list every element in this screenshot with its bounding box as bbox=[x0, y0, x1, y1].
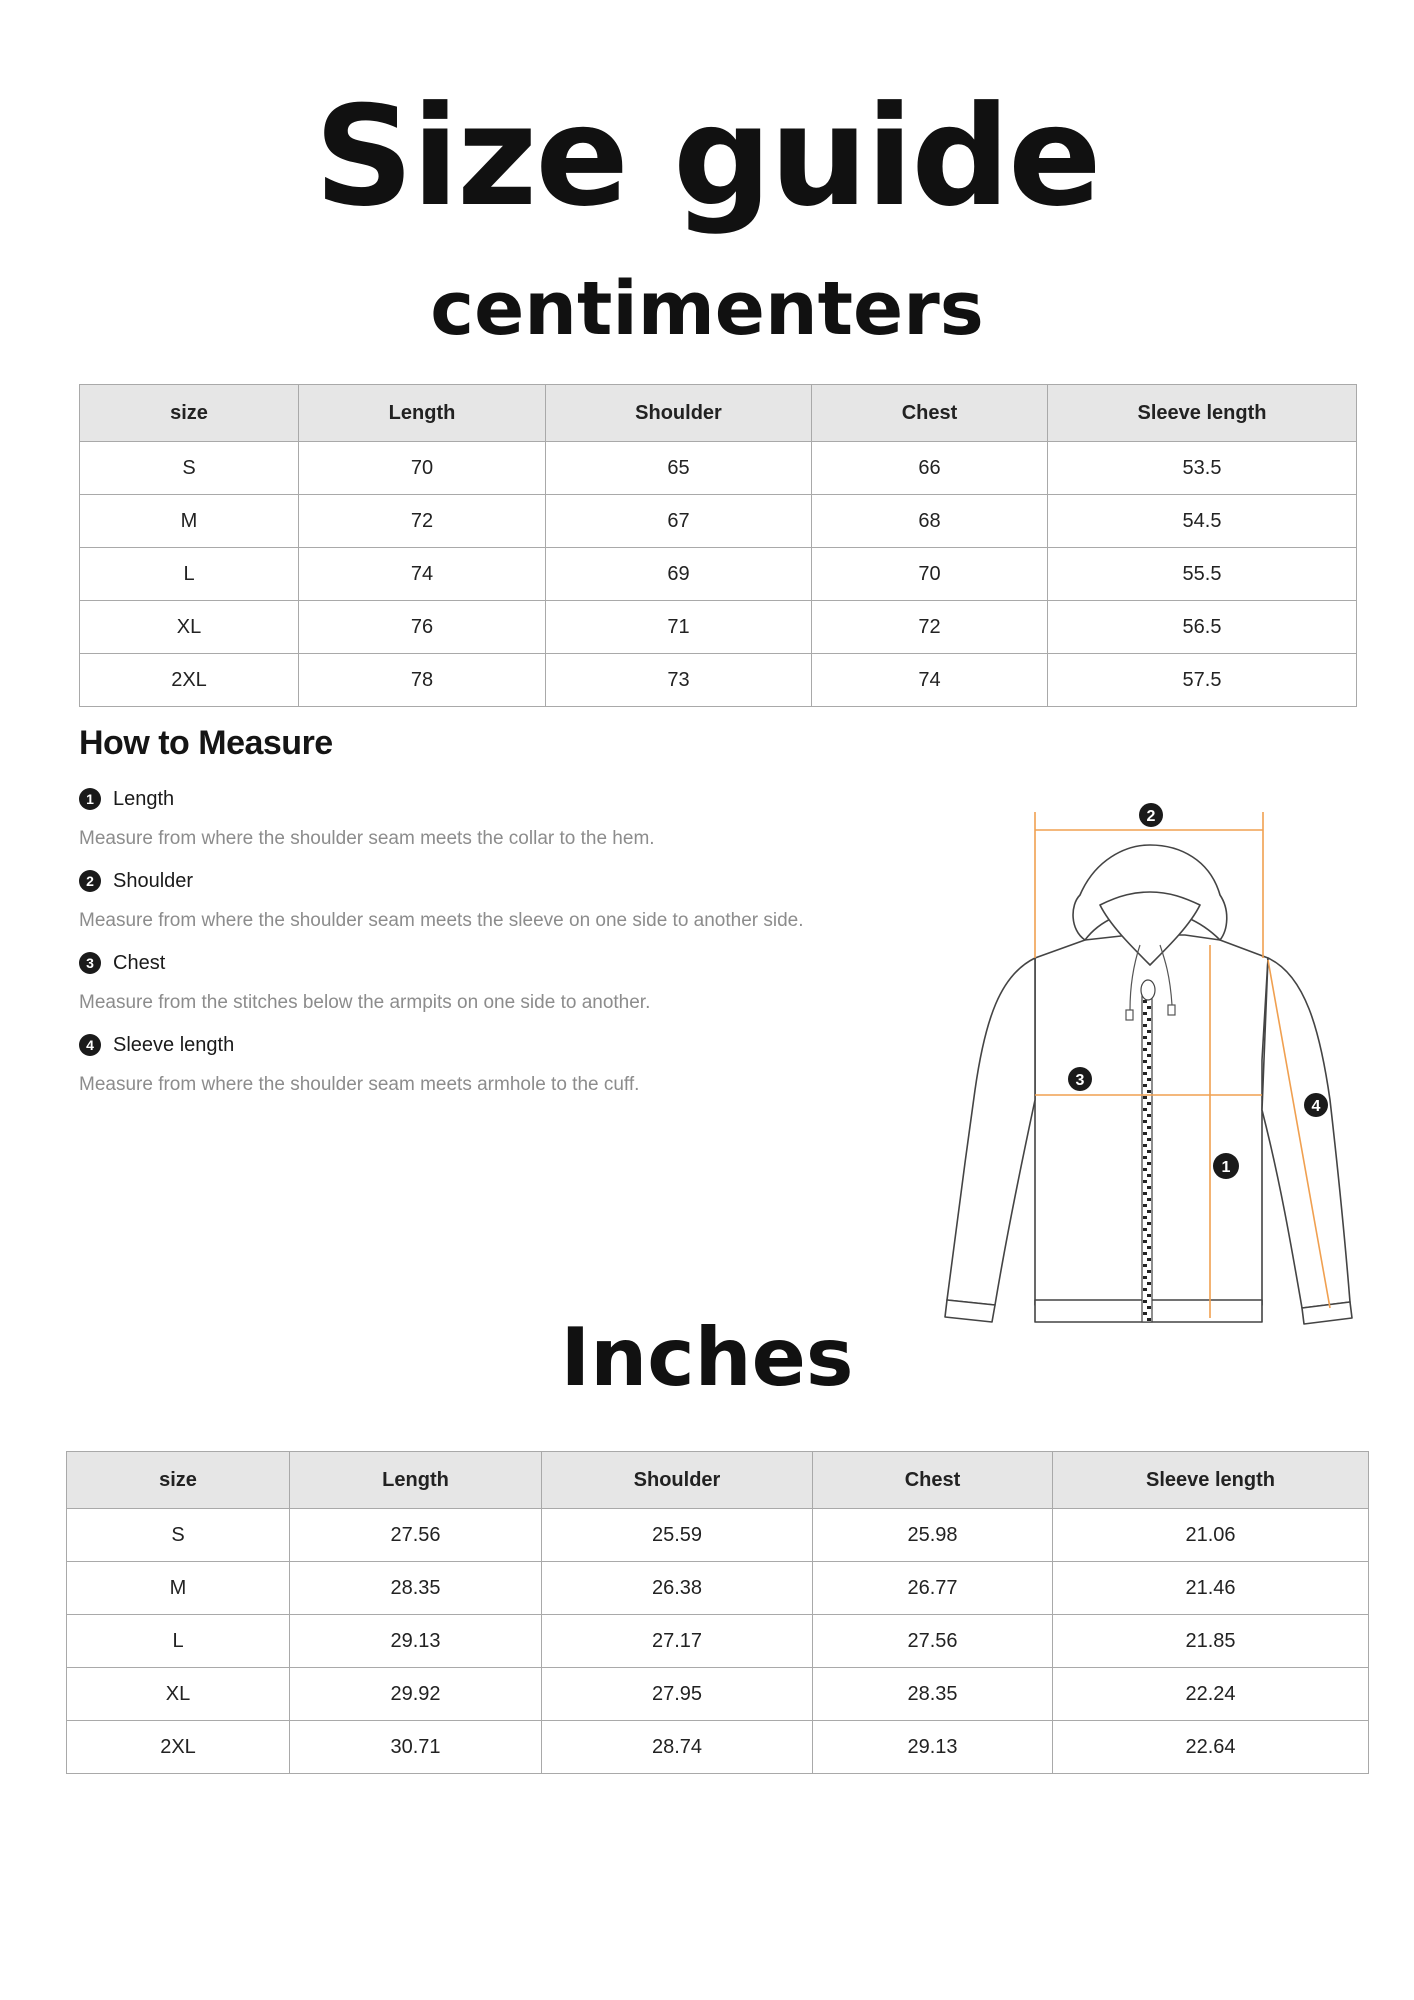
cell-sleeve-length: 56.5 bbox=[1048, 601, 1357, 654]
cell-length: 28.35 bbox=[290, 1562, 542, 1615]
cell-shoulder: 67 bbox=[546, 495, 812, 548]
cell-chest: 27.56 bbox=[813, 1615, 1053, 1668]
cell-length: 70 bbox=[299, 442, 546, 495]
cell-length: 29.92 bbox=[290, 1668, 542, 1721]
cell-chest: 68 bbox=[812, 495, 1048, 548]
cell-sleeve-length: 53.5 bbox=[1048, 442, 1357, 495]
header-shoulder: Shoulder bbox=[546, 385, 812, 442]
cell-chest: 70 bbox=[812, 548, 1048, 601]
cell-shoulder: 25.59 bbox=[542, 1509, 813, 1562]
measure-label: Shoulder bbox=[113, 869, 194, 892]
cell-sleeve-length: 22.64 bbox=[1053, 1721, 1369, 1774]
marker-3-icon bbox=[1068, 1067, 1092, 1091]
measure-item-chest bbox=[79, 950, 165, 976]
marker-2-icon bbox=[1139, 803, 1163, 827]
measure-label: Chest bbox=[113, 951, 166, 974]
page-title: Size guide bbox=[314, 76, 1100, 237]
cell-sleeve-length: 54.5 bbox=[1048, 495, 1357, 548]
hoodie-right-sleeve bbox=[1262, 958, 1350, 1308]
size-table-cm bbox=[79, 384, 1357, 707]
table-header-row bbox=[67, 1452, 1369, 1509]
number-badge-icon: 3 bbox=[79, 952, 101, 974]
cell-size: M bbox=[67, 1562, 290, 1615]
table-header-row bbox=[80, 385, 1357, 442]
cell-sleeve-length: 21.06 bbox=[1053, 1509, 1369, 1562]
number-badge-icon: 2 bbox=[79, 870, 101, 892]
table-row bbox=[80, 548, 1357, 601]
cell-shoulder: 65 bbox=[546, 442, 812, 495]
measure-description: Measure from where the shoulder seam meets the sleeve on one side to another side. bbox=[79, 910, 804, 931]
svg-text:1: 1 bbox=[1221, 1159, 1231, 1176]
cell-chest: 25.98 bbox=[813, 1509, 1053, 1562]
cell-size: L bbox=[67, 1615, 290, 1668]
cell-chest: 28.35 bbox=[813, 1668, 1053, 1721]
table-row bbox=[80, 495, 1357, 548]
unit-subtitle-cm: centimenters bbox=[430, 266, 984, 352]
cell-shoulder: 71 bbox=[546, 601, 812, 654]
cell-shoulder: 28.74 bbox=[542, 1721, 813, 1774]
cell-shoulder: 27.17 bbox=[542, 1615, 813, 1668]
measure-item-sleeve-length bbox=[79, 1032, 234, 1058]
cell-shoulder: 26.38 bbox=[542, 1562, 813, 1615]
hoodie-diagram bbox=[930, 795, 1370, 1335]
header-chest: Chest bbox=[812, 385, 1048, 442]
header-sleeve-length: Sleeve length bbox=[1053, 1452, 1369, 1509]
table-row bbox=[67, 1509, 1369, 1562]
measure-description: Measure from where the shoulder seam meets armhole to the cuff. bbox=[79, 1074, 640, 1095]
cell-length: 74 bbox=[299, 548, 546, 601]
measure-description: Measure from where the shoulder seam meets the collar to the hem. bbox=[79, 828, 655, 849]
cell-size: L bbox=[80, 548, 299, 601]
cell-chest: 26.77 bbox=[813, 1562, 1053, 1615]
cell-size: M bbox=[80, 495, 299, 548]
number-badge-icon: 4 bbox=[79, 1034, 101, 1056]
cell-chest: 66 bbox=[812, 442, 1048, 495]
hoodie-left-sleeve bbox=[947, 958, 1035, 1305]
cell-size: XL bbox=[80, 601, 299, 654]
svg-text:2: 2 bbox=[1146, 808, 1156, 825]
cell-length: 72 bbox=[299, 495, 546, 548]
header-length: Length bbox=[290, 1452, 542, 1509]
header-length: Length bbox=[299, 385, 546, 442]
cell-length: 76 bbox=[299, 601, 546, 654]
marker-1-icon bbox=[1213, 1153, 1239, 1179]
svg-text:4: 4 bbox=[1311, 1098, 1321, 1115]
svg-text:3: 3 bbox=[1075, 1072, 1085, 1089]
how-to-measure-heading: How to Measure bbox=[79, 724, 333, 762]
cell-length: 30.71 bbox=[290, 1721, 542, 1774]
cell-size: 2XL bbox=[67, 1721, 290, 1774]
table-row bbox=[67, 1668, 1369, 1721]
measure-description: Measure from the stitches below the armpits on one side to another. bbox=[79, 992, 651, 1013]
cell-size: S bbox=[80, 442, 299, 495]
cell-sleeve-length: 57.5 bbox=[1048, 654, 1357, 707]
cell-size: S bbox=[67, 1509, 290, 1562]
header-size: size bbox=[67, 1452, 290, 1509]
cell-length: 29.13 bbox=[290, 1615, 542, 1668]
cell-chest: 72 bbox=[812, 601, 1048, 654]
size-table-inches bbox=[66, 1451, 1369, 1774]
header-shoulder: Shoulder bbox=[542, 1452, 813, 1509]
cell-size: XL bbox=[67, 1668, 290, 1721]
header-size: size bbox=[80, 385, 299, 442]
table-row bbox=[80, 601, 1357, 654]
unit-title-inches: Inches bbox=[560, 1311, 854, 1404]
cell-sleeve-length: 21.85 bbox=[1053, 1615, 1369, 1668]
measure-label: Length bbox=[113, 787, 175, 810]
measure-item-shoulder bbox=[79, 868, 193, 894]
cell-sleeve-length: 55.5 bbox=[1048, 548, 1357, 601]
table-row bbox=[67, 1562, 1369, 1615]
table-row bbox=[80, 654, 1357, 707]
table-row bbox=[80, 442, 1357, 495]
cell-sleeve-length: 21.46 bbox=[1053, 1562, 1369, 1615]
header-chest: Chest bbox=[813, 1452, 1053, 1509]
marker-4-icon bbox=[1304, 1093, 1328, 1117]
header-sleeve-length: Sleeve length bbox=[1048, 385, 1357, 442]
number-badge-icon: 1 bbox=[79, 788, 101, 810]
cell-sleeve-length: 22.24 bbox=[1053, 1668, 1369, 1721]
table-row bbox=[67, 1721, 1369, 1774]
cell-shoulder: 69 bbox=[546, 548, 812, 601]
cell-length: 27.56 bbox=[290, 1509, 542, 1562]
cell-chest: 74 bbox=[812, 654, 1048, 707]
cell-length: 78 bbox=[299, 654, 546, 707]
measure-item-length bbox=[79, 786, 174, 812]
cell-shoulder: 27.95 bbox=[542, 1668, 813, 1721]
cell-size: 2XL bbox=[80, 654, 299, 707]
table-row bbox=[67, 1615, 1369, 1668]
cell-shoulder: 73 bbox=[546, 654, 812, 707]
cell-chest: 29.13 bbox=[813, 1721, 1053, 1774]
measure-label: Sleeve length bbox=[113, 1033, 235, 1056]
